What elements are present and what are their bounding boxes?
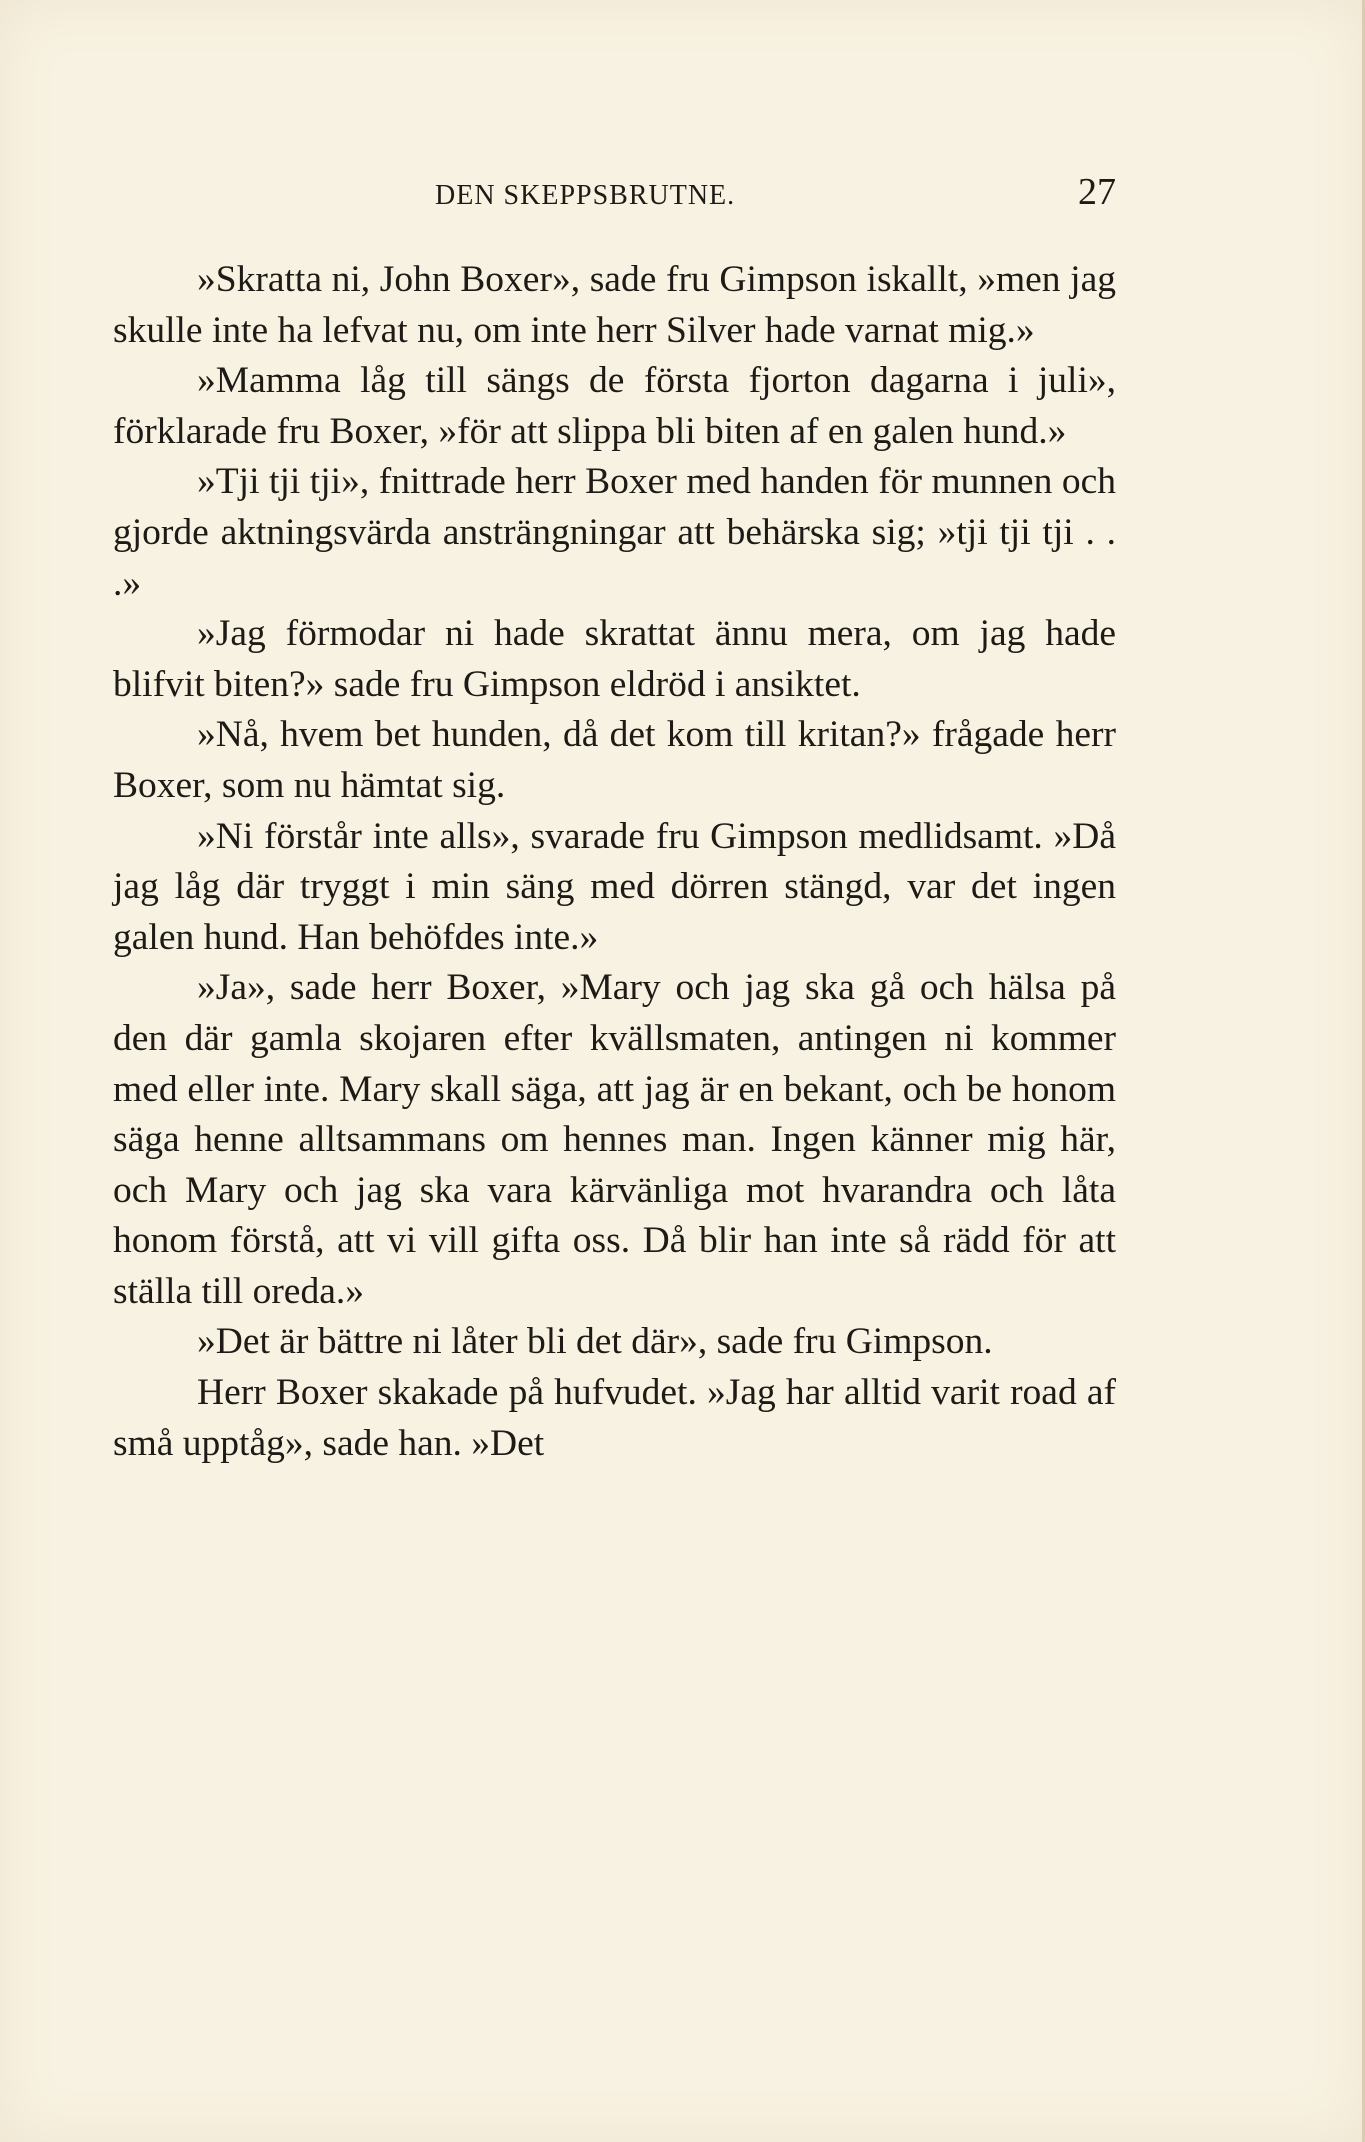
running-title: DEN SKEPPSBRUTNE. — [435, 180, 736, 211]
body-text — [113, 255, 1116, 1469]
paragraph: »Mamma låg till sängs de första fjorton dagarna i juli», förklarade fru Boxer, »för att slippa bli biten af en galen hund.» — [113, 360, 1116, 452]
paragraph: »Ni förstår inte alls», svarade fru Gimpson medlidsamt. »Då jag låg där tryggt i min säng med dörren stängd, var det ingen galen hund. Han behöfdes inte.» — [113, 815, 1116, 958]
paragraph: »Tji tji tji», fnittrade herr Boxer med handen för munnen och gjorde aktningsvärda ansträngningar att behärska sig; »tji tji tji . . .» — [113, 461, 1116, 604]
paragraph: »Ja», sade herr Boxer, »Mary och jag ska gå och hälsa på den där gamla skojaren efter kvällsmaten, antingen ni kommer med eller inte. Mary skall säga, att jag är en bekant, och be honom säga henne alltsammans om hennes man. Ingen känner mig här, och Mary och jag ska vara kärvänliga mot hvarandra och låta honom förstå, att vi vill gifta oss. Då blir han inte så rädd för att ställa till oreda.» — [113, 967, 1116, 1312]
paragraph: »Nå, hvem bet hunden, då det kom till kritan?» frågade herr Boxer, som nu hämtat sig. — [113, 714, 1116, 806]
paragraph: Herr Boxer skakade på hufvudet. »Jag har alltid varit road af små upptåg», sade han. »Det — [113, 1372, 1116, 1464]
page-number: 27 — [1078, 171, 1116, 213]
paragraph: »Skratta ni, John Boxer», sade fru Gimpson iskallt, »men jag skulle inte ha lefvat nu, om inte herr Silver hade varnat mig.» — [113, 259, 1116, 351]
paragraph: »Det är bättre ni låter bli det där», sade fru Gimpson. — [197, 1321, 993, 1363]
page-header — [113, 172, 1116, 222]
paragraph: »Jag förmodar ni hade skrattat ännu mera, om jag hade blifvit biten?» sade fru Gimpson eldröd i ansiktet. — [113, 613, 1116, 705]
